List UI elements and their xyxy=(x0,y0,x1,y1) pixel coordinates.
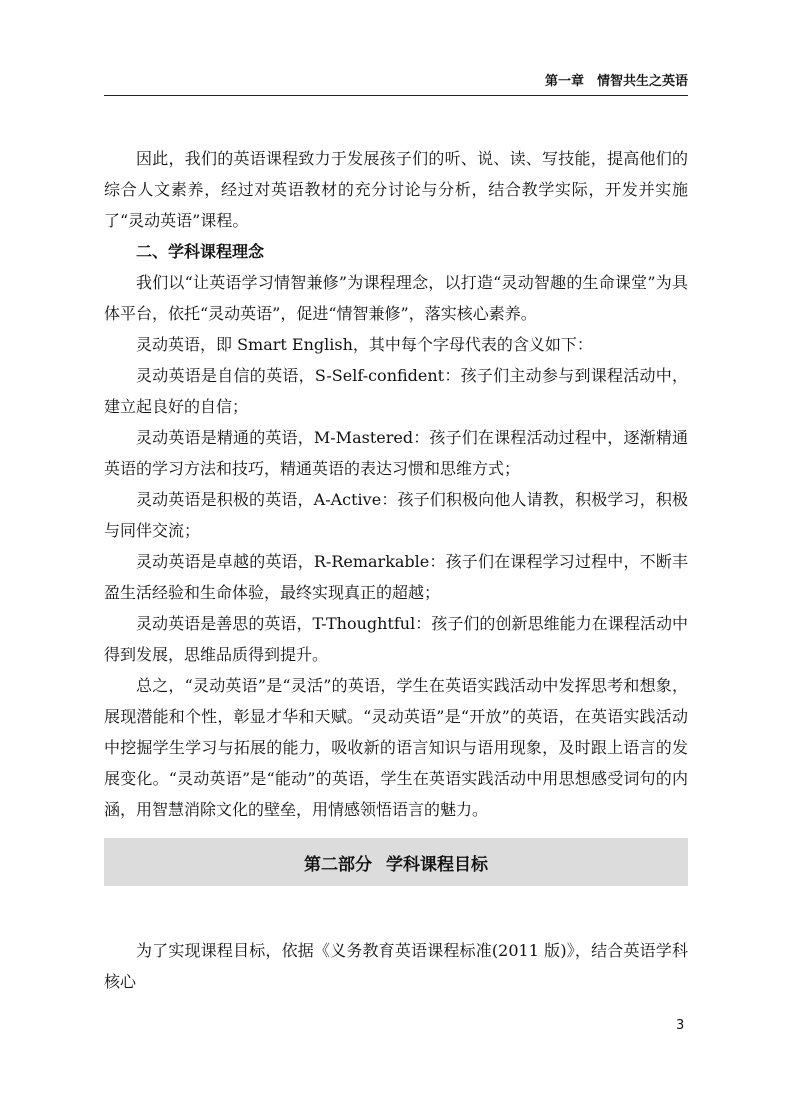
paragraph-m: 灵动英语是精通的英语，M-Mastered：孩子们在课程活动过程中，逐渐精通英语的学习方法和技巧，精通英语的表达习惯和思维方式； xyxy=(104,428,688,478)
running-header: 第一章 情智共生之英语 xyxy=(104,70,688,96)
body-text xyxy=(104,143,688,825)
section-band xyxy=(104,838,688,886)
paragraph-s: 灵动英语是自信的英语，S-Self-confident：孩子们主动参与到课程活动中，建立起良好的自信； xyxy=(104,366,688,416)
section-heading-philosophy: 二、学科课程理念 xyxy=(136,242,265,261)
paragraph-r: 灵动英语是卓越的英语，R-Remarkable：孩子们在课程学习过程中，不断丰盈生活经验和生命体验，最终实现真正的超越； xyxy=(104,552,688,602)
paragraph-intro: 因此，我们的英语课程致力于发展孩子们的听、说、读、写技能，提高他们的综合人文素养，经过对英语教材的充分讨论与分析，结合教学实际，开发并实施了“灵动英语”课程。 xyxy=(104,149,688,230)
section-band-title: 学科课程目标 xyxy=(386,854,488,875)
paragraph-summary: 总之，“灵动英语”是“灵活”的英语，学生在英语实践活动中发挥思考和想象，展现潜能和个性，彰显才华和天赋。“灵动英语”是“开放”的英语，在英语实践活动中挖掘学生学习与拓展的能力，吸收新的语言知识与语用现象，及时跟上语言的发展变化。“灵动英语”是“能动”的英语，学生在英语实践活动中用思想感受词句的内涵，用智慧消除文化的壁垒，用情感领悟语言的魅力。 xyxy=(104,676,688,819)
paragraph-tail: 为了实现课程目标，依据《义务教育英语课程标准(2011 版)》，结合英语学科核心 xyxy=(104,941,688,991)
page-number: 3 xyxy=(676,1018,685,1033)
section-band-part: 第二部分 xyxy=(304,854,372,875)
tail-text xyxy=(104,935,688,997)
paragraph-t: 灵动英语是善思的英语，T-Thoughtful：孩子们的创新思维能力在课程活动中得到发展，思维品质得到提升。 xyxy=(104,614,688,664)
paragraph-philosophy: 我们以“让英语学习情智兼修”为课程理念，以打造“灵动智趣的生命课堂”为具体平台，依托“灵动英语”，促进“情智兼修”，落实核心素养。 xyxy=(104,273,688,323)
paragraph-smart-english: 灵动英语，即 Smart English，其中每个字母代表的含义如下： xyxy=(136,335,593,354)
paragraph-a: 灵动英语是积极的英语，A-Active：孩子们积极向他人请教，积极学习，积极与同伴交流； xyxy=(104,490,688,540)
